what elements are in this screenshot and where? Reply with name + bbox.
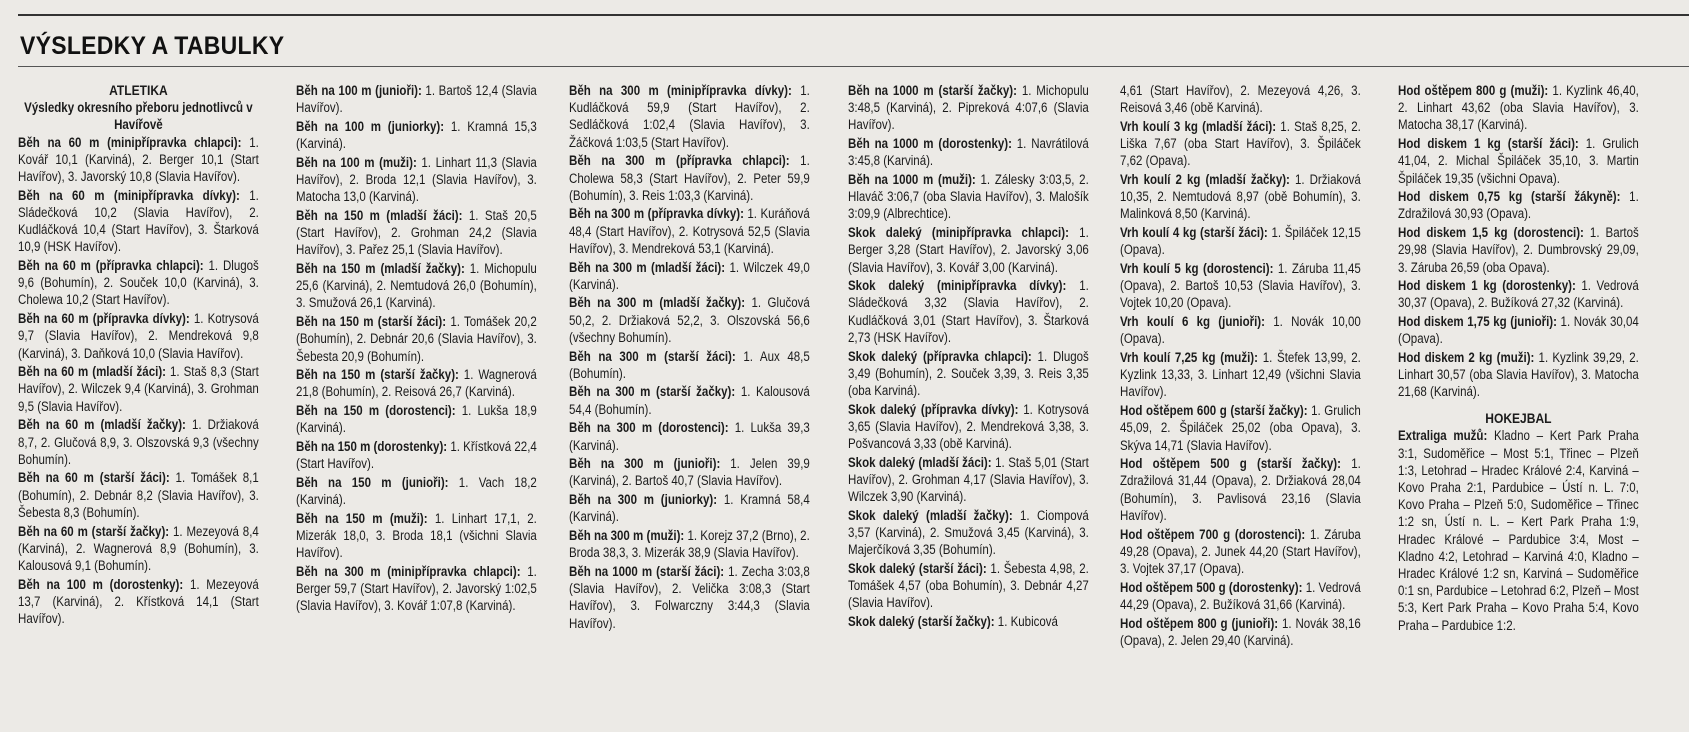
event-results: 1. Křístková 22,4 (Start Havířov).: [296, 439, 537, 472]
event-name: Běh na 300 m (minipřípravka dívky):: [569, 83, 792, 98]
result-entry: [18, 257, 259, 309]
event-results: 1. Vach 18,2 (Karviná).: [296, 474, 537, 508]
event-name: Skok daleký (přípravka dívky):: [848, 401, 1019, 417]
event-results: 1. Staš 20,5 (Start Havířov), 2. Grohman 24,2 (Slavia Havířov), 3. Pařez 25,1 (Slavia Havířov).: [296, 207, 537, 258]
event-results: 1. Jelen 39,9 (Karviná), 2. Bartoš 40,7 (Slavia Havířov).: [569, 456, 810, 489]
event-results: 1. Korejz 37,2 (Brno), 2. Broda 38,3, 3. Mizerák 38,9 (Slavia Havířov).: [569, 528, 810, 561]
event-name: Běh na 100 m (junioři):: [296, 83, 422, 98]
result-entry: [569, 205, 810, 257]
result-entry: [1398, 224, 1639, 276]
event-results: 1. Aux 48,5 (Bohumín).: [569, 348, 810, 381]
event-name: Běh na 300 m (mladší žačky):: [569, 295, 746, 311]
result-entry: [296, 313, 537, 365]
result-entry: [1120, 455, 1361, 524]
result-entry: [569, 152, 810, 204]
column-6: [1398, 82, 1639, 732]
event-name: Běh na 60 m (mladší žačky):: [18, 417, 186, 433]
event-name: Běh na 60 m (minipřípravka chlapci):: [18, 134, 242, 150]
result-entry: [569, 419, 810, 453]
section-title-atletika: ATLETIKA: [109, 82, 168, 98]
event-results: 1. Berger 3,28 (Start Havířov), 2. Javorský 3,06 (Slavia Havířov), 3. Kovář 3,00 (Karviná).: [848, 225, 1089, 275]
top-rule: [18, 14, 1689, 16]
event-results: 1. Štefek 13,99, 2. Kyzlink 13,33, 3. Linhart 12,49 (všichni Slavia Havířov).: [1120, 350, 1361, 400]
event-results: 1. Zálesky 3:03,5, 2. Hlaváč 3:06,7 (oba Slavia Havířov), 3. Malošík 3:09,9 (Albrechtice).: [848, 172, 1089, 222]
result-entry: [18, 134, 259, 186]
entries-list: [569, 82, 810, 632]
event-name: Hod oštěpem 500 g (dorostenky):: [1120, 579, 1303, 595]
event-results: 1. Kotrysová 9,7 (Slavia Havířov), 2. Mendreková 9,8 (Karviná), 3. Daňková 10,0 (Slavia Havířov).: [18, 311, 259, 361]
result-entry: [18, 363, 259, 415]
event-results: 1. Michopulu 3:48,5 (Karviná), 2. Pipreková 4:07,6 (Slavia Havířov).: [848, 83, 1089, 133]
event-results: 1. Michopulu 25,6 (Karviná), 2. Nemtudová 26,0 (Bohumín), 3. Smužová 26,1 (Karviná).: [296, 261, 537, 311]
event-results: 1. Kyzlink 39,29, 2. Linhart 30,57 (oba Slavia Havířov), 3. Matocha 21,68 (Karviná).: [1398, 350, 1639, 400]
event-name: Běh na 60 m (minipřípravka dívky):: [18, 187, 240, 203]
event-results: 1. Kuráňová 48,4 (Start Havířov), 2. Kotrysová 52,5 (Slavia Havířov), 3. Mendreková 53,1 (Karviná).: [569, 206, 810, 256]
event-name: Běh na 100 m (dorostenky):: [18, 576, 184, 592]
result-entry: [18, 187, 259, 256]
event-name: Skok daleký (minipřípravka dívky):: [848, 278, 1067, 294]
result-entry: [1120, 526, 1361, 578]
event-name: Běh na 1000 m (dorostenky):: [848, 136, 1012, 152]
result-entry: [1120, 349, 1361, 401]
result-entry: [1398, 313, 1639, 347]
result-entry: [296, 82, 537, 116]
event-name: Běh na 150 m (muži):: [296, 510, 428, 526]
event-results: 1. Sládečková 3,32 (Slavia Havířov), 2. Kudláčková 3,01 (Start Havířov), 3. Štarková 2,73 (HSK Havířov).: [848, 278, 1089, 345]
event-results: 1. Mezeyová 8,4 (Karviná), 2. Wagnerová 8,9 (Bohumín), 3. Kalousová 9,1 (Bohumín).: [18, 523, 259, 573]
event-name: Hod oštěpem 700 g (dorostenci):: [1120, 526, 1306, 542]
event-name: Hod diskem 0,75 kg (starší žákyně):: [1398, 189, 1621, 205]
entries-list: [1120, 82, 1361, 649]
result-entry: [569, 383, 810, 417]
event-name: Běh na 300 m (starší žačky):: [569, 384, 736, 400]
event-results: 1. Kalousová 54,4 (Bohumín).: [569, 384, 810, 417]
result-entry: [296, 510, 537, 562]
event-name: Běh na 150 m (junioři):: [296, 474, 449, 490]
event-name: Běh na 60 m (přípravka chlapci):: [18, 258, 204, 274]
event-results: 1. Staš 5,01 (Start Havířov), 2. Grohman 4,17 (Slavia Havířov), 3. Wilczek 3,90 (Karviná).: [848, 454, 1089, 505]
result-entry: [848, 401, 1089, 453]
event-results: 1. Grulich 45,09, 2. Špiláček 25,02 (oba Opava), 3. Skýva 14,71 (Slavia Havířov).: [1120, 403, 1361, 453]
event-name: Běh na 300 m (muži):: [569, 528, 685, 544]
event-results: 1. Tomášek 20,2 (Bohumín), 2. Debnár 20,6 (Slavia Havířov), 3. Šebesta 20,9 (Bohumín).: [296, 314, 537, 364]
result-entry: [1398, 349, 1639, 401]
result-entry: [569, 348, 810, 382]
column-3: [569, 82, 810, 732]
result-entry: [1120, 615, 1361, 649]
column-5: [1120, 82, 1361, 732]
event-results: 1. Bartoš 29,98 (Slavia Havířov), 2. Dumbrovský 29,09, 3. Záruba 26,59 (oba Opava).: [1398, 225, 1639, 275]
result-entry: [848, 224, 1089, 276]
event-name: Běh na 60 m (mladší žáci):: [18, 364, 167, 380]
event-name: Skok daleký (starší žačky):: [848, 614, 995, 630]
result-entry: [296, 402, 537, 436]
entries-list: [1398, 82, 1639, 401]
event-name: Hod diskem 1 kg (starší žáci):: [1398, 136, 1579, 152]
event-results: 1. Lukša 18,9 (Karviná).: [296, 403, 537, 436]
result-entry: [1398, 427, 1639, 633]
event-name: Skok daleký (přípravka chlapci):: [848, 348, 1032, 364]
entries-list: [296, 82, 537, 615]
event-name: Běh na 300 m (junioři):: [569, 456, 721, 472]
result-entry: [569, 527, 810, 561]
result-entry: [18, 310, 259, 362]
result-entry: [569, 491, 810, 525]
event-name: Běh na 300 m (dorostenci):: [569, 420, 729, 436]
event-name: Běh na 300 m (minipřípravka chlapci):: [296, 563, 521, 579]
event-name: Hod oštěpem 500 g (starší žačky):: [1120, 456, 1341, 472]
result-entry: [296, 474, 537, 508]
heading-rule: [18, 66, 1689, 67]
results-columns: [18, 82, 1689, 732]
result-entry: [1120, 402, 1361, 454]
event-results: 1. Linhart 17,1, 2. Mizerák 18,0, 3. Broda 18,1 (všichni Slavia Havířov).: [296, 510, 537, 561]
section-subtitle: Výsledky okresního přeboru jednotlivců v Havířově: [24, 100, 253, 133]
event-name: Hod diskem 2 kg (muži):: [1398, 350, 1535, 366]
entries-list: [848, 82, 1089, 630]
event-name: Vrh koulí 7,25 kg (muži):: [1120, 350, 1258, 366]
result-entry: [848, 454, 1089, 506]
column-1: [18, 82, 259, 732]
event-name: Skok daleký (mladší žáci):: [848, 454, 992, 470]
event-name: Běh na 60 m (starší žáci):: [18, 470, 170, 486]
event-name: Hod diskem 1,75 kg (junioři):: [1398, 314, 1557, 330]
result-entry: [569, 455, 810, 489]
event-results: 1. Kubicová: [994, 614, 1058, 630]
result-entry: [18, 469, 259, 521]
result-entry: [569, 259, 810, 293]
event-name: Běh na 150 m (starší žáci):: [296, 314, 447, 330]
event-name: Běh na 150 m (mladší žáci):: [296, 207, 463, 223]
event-results: 1. Staš 8,25, 2. Liška 7,67 (oba Start Havířov), 3. Špiláček 7,62 (Opava).: [1120, 118, 1361, 169]
event-name: Skok daleký (starší žáci):: [848, 560, 987, 576]
event-results: 1. Wagnerová 21,8 (Bohumín), 2. Reisová 26,7 (Karviná).: [296, 367, 537, 400]
event-results: 1. Novák 38,16 (Opava), 2. Jelen 29,40 (Karviná).: [1120, 615, 1361, 648]
hokejbal-entries: [1398, 427, 1639, 633]
event-name: Běh na 100 m (muži):: [296, 154, 417, 170]
event-name: Hod oštěpem 800 g (junioři):: [1120, 615, 1279, 631]
event-results: 1. Špiláček 12,15 (Opava).: [1120, 225, 1361, 258]
event-name: Vrh koulí 6 kg (junioři):: [1120, 314, 1265, 330]
event-results: Kladno – Kert Park Praha 3:1, Sudoměřice – Most 5:1, Třinec – Plzeň 1:3, Letohrad – Hradec Králové 2:4, Karviná – Kovo Praha 2:1, Pardubice – Ústí n. L. 7:0, Kovo Praha – Plzeň 5:0, Sudoměřice – Třinec 1:2 sn, Ústí n. L. – Kert Park Praha 1:9, Hradec Králové – Pardubice 3:4, Most – Kladno 4:2, Letohrad – Karviná 4:0, Kladno – Hradec Králové 1:2 sn, Karviná – Sudoměřice 0:1 sn, Pardubice – Letohrad 6:2, Plzeň – Most 5:3, Kert Park Praha – Kovo Praha 5:4, Kovo Praha – Pardubice 1:2.: [1398, 428, 1639, 633]
event-name: Extraliga mužů:: [1398, 428, 1488, 444]
event-results: 1. Kramná 58,4 (Karviná).: [569, 492, 810, 525]
result-entry: [1398, 135, 1639, 187]
result-entry: [296, 118, 537, 152]
event-results: 1. Zdražilová 30,93 (Opava).: [1398, 189, 1639, 222]
event-name: Hod oštěpem 800 g (muži):: [1398, 83, 1549, 98]
result-entry: [848, 507, 1089, 559]
result-entry: [848, 171, 1089, 223]
event-name: Běh na 1000 m (muži):: [848, 172, 976, 188]
event-name: Běh na 150 m (mladší žačky):: [296, 261, 465, 277]
event-name: Běh na 60 m (přípravka dívky):: [18, 311, 190, 327]
result-entry: [848, 613, 1089, 630]
event-name: Skok daleký (mladší žačky):: [848, 507, 1013, 523]
event-name: Běh na 300 m (mladší žáci):: [569, 259, 726, 275]
event-results: 1. Tomášek 8,1 (Bohumín), 2. Debnár 8,2 (Slavia Havířov), 3. Šebesta 8,3 (Bohumín).: [18, 470, 259, 520]
event-results: 1. Cholewa 58,3 (Start Havířov), 2. Peter 59,9 (Bohumín), 3. Reis 1:03,3 (Karviná).: [569, 153, 810, 203]
event-name: Běh na 300 m (starší žáci):: [569, 348, 736, 364]
event-results: 1. Kotrysová 3,65 (Slavia Havířov), 2. Mendreková 3,38, 3. Pošvancová 3,33 (obě Karviná).: [848, 401, 1089, 452]
result-entry: [296, 260, 537, 312]
event-results: 1. Grulich 41,04, 2. Michal Špiláček 35,10, 3. Martin Špiláček 19,35 (všichni Opava).: [1398, 136, 1639, 186]
entries-list: [18, 134, 259, 628]
event-results: 1. Lukša 39,3 (Karviná).: [569, 420, 810, 453]
result-entry: [18, 523, 259, 575]
event-results: 1. Držiaková 10,35, 2. Nemtudová 8,97 (obě Bohumín), 3. Malinková 8,50 (Karviná).: [1120, 172, 1361, 222]
event-name: Běh na 300 m (přípravka dívky):: [569, 206, 744, 222]
event-name: Běh na 300 m (juniorky):: [569, 492, 718, 508]
result-entry: [848, 277, 1089, 346]
result-entry: [1120, 260, 1361, 312]
event-results: 1. Vedrová 44,29 (Opava), 2. Bužíková 31,66 (Karviná).: [1120, 579, 1361, 612]
event-results: 1. Záruba 49,28 (Opava), 2. Junek 44,20 (Start Havířov), 3. Vojtek 37,17 (Opava).: [1120, 526, 1361, 576]
event-name: Hod diskem 1 kg (dorostenky):: [1398, 278, 1576, 294]
result-entry: [569, 294, 810, 346]
event-results: 1. Staš 8,3 (Start Havířov), 2. Wilczek 9,4 (Karviná), 3. Grohman 9,5 (Slavia Havířov).: [18, 364, 259, 414]
event-name: Vrh koulí 3 kg (mladší žáci):: [1120, 118, 1277, 134]
event-name: Běh na 60 m (starší žačky):: [18, 523, 170, 539]
event-name: Skok daleký (minipřípravka chlapci):: [848, 225, 1069, 241]
event-results: 4,61 (Start Havířov), 2. Mezeyová 4,26, 3. Reisová 3,46 (obě Karviná).: [1120, 83, 1361, 116]
event-name: Hod diskem 1,5 kg (dorostenci):: [1398, 225, 1584, 241]
result-entry: [569, 82, 810, 151]
event-results: 1. Glučová 50,2, 2. Držiaková 52,2, 3. Olszovská 56,6 (všechny Bohumín).: [569, 295, 810, 345]
column-4: [848, 82, 1089, 732]
result-entry: [18, 576, 259, 628]
event-results: 1. Novák 30,04 (Opava).: [1398, 314, 1639, 347]
event-name: Běh na 1000 m (starší žáci):: [569, 563, 725, 579]
event-results: 1. Kudláčková 59,9 (Start Havířov), 2. Sedláčková 1:02,4 (Slavia Havířov), 3. Žáčková 1:03,5 (Start Havířov).: [569, 83, 810, 150]
result-entry: [1398, 188, 1639, 222]
event-results: 1. Mezeyová 13,7 (Karviná), 2. Křístková 14,1 (Start Havířov).: [18, 576, 259, 627]
event-name: Vrh koulí 5 kg (dorostenci):: [1120, 261, 1274, 277]
result-entry: [296, 207, 537, 259]
result-entry: [296, 438, 537, 472]
result-entry: [296, 154, 537, 206]
event-results: 1. Linhart 11,3 (Slavia Havířov), 2. Broda 12,1 (Slavia Havířov), 3. Matocha 13,0 (Karviná).: [296, 154, 537, 205]
result-entry: [1120, 579, 1361, 613]
event-results: 1. Dlugoš 3,49 (Bohumín), 2. Souček 3,39, 3. Reis 3,35 (oba Karviná).: [848, 348, 1089, 398]
event-results: 1. Berger 59,7 (Start Havířov), 2. Javorský 1:02,5 (Slavia Havířov), 3. Kovář 1:07,8 (Karviná).: [296, 563, 537, 614]
event-name: Běh na 300 m (přípravka chlapci):: [569, 153, 790, 169]
event-name: Běh na 150 m (starší žačky):: [296, 367, 459, 383]
result-entry: [1120, 171, 1361, 223]
event-name: Běh na 150 m (dorostenky):: [296, 439, 448, 455]
event-name: Hod oštěpem 600 g (starší žačky):: [1120, 403, 1308, 419]
section-title-hokejbal: HOKEJBAL: [1485, 410, 1552, 427]
event-results: 1. Sládečková 10,2 (Slavia Havířov), 2. Kudláčková 10,4 (Start Havířov), 3. Štarková 10,9 (HSK Havířov).: [18, 187, 259, 255]
event-results: 1. Wilczek 49,0 (Karviná).: [569, 259, 810, 292]
section-gap: [1398, 402, 1639, 410]
result-entry: [1120, 82, 1361, 116]
event-name: Běh na 150 m (dorostenci):: [296, 403, 456, 419]
result-entry: [296, 563, 537, 615]
event-results: 1. Zecha 3:03,8 (Slavia Havířov), 2. Velička 3:08,3 (Start Havířov), 3. Folwarczny 3:44,3 (Slavia Havířov).: [569, 563, 810, 631]
column-2: [296, 82, 537, 732]
event-results: 1. Dlugoš 9,6 (Bohumín), 2. Souček 10,0 (Karviná), 3. Cholewa 10,2 (Start Havířov).: [18, 258, 259, 308]
event-results: 1. Navrátilová 3:45,8 (Karviná).: [848, 136, 1089, 169]
result-entry: [1120, 224, 1361, 258]
result-entry: [18, 416, 259, 468]
event-results: 1. Vedrová 30,37 (Opava), 2. Bužíková 27,32 (Karviná).: [1398, 278, 1639, 311]
event-name: Vrh koulí 4 kg (starší žáci):: [1120, 225, 1268, 241]
event-results: 1. Novák 10,00 (Opava).: [1120, 314, 1361, 347]
event-results: 1. Bartoš 12,4 (Slavia Havířov).: [296, 83, 537, 116]
event-results: 1. Kyzlink 46,40, 2. Linhart 43,62 (oba Slavia Havířov), 3. Matocha 38,17 (Karviná).: [1398, 83, 1639, 133]
result-entry: [1398, 277, 1639, 311]
result-entry: [296, 366, 537, 400]
result-entry: [1120, 118, 1361, 170]
page-title: VÝSLEDKY A TABULKY: [20, 32, 285, 60]
result-entry: [848, 135, 1089, 169]
event-name: Vrh koulí 2 kg (mladší žačky):: [1120, 172, 1290, 188]
result-entry: [569, 563, 810, 632]
result-entry: [1120, 313, 1361, 347]
result-entry: [848, 82, 1089, 134]
event-results: 1. Zdražilová 31,44 (Opava), 2. Držiaková 28,04 (Bohumín), 3. Pavlisová 23,16 (Slavia Havířov).: [1120, 456, 1361, 523]
event-results: 1. Záruba 11,45 (Opava), 2. Bartoš 10,53 (Slavia Havířov), 3. Vojtek 10,20 (Opava).: [1120, 261, 1361, 311]
event-name: Běh na 100 m (juniorky):: [296, 118, 445, 134]
result-entry: [848, 560, 1089, 612]
event-results: 1. Šebesta 4,98, 2. Tomášek 4,57 (oba Bohumín), 3. Debnár 4,27 (Slavia Havířov).: [848, 560, 1089, 611]
event-results: 1. Kramná 15,3 (Karviná).: [296, 118, 537, 152]
event-results: 1. Držiaková 8,7, 2. Glučová 8,9, 3. Olszovská 9,3 (všechny Bohumín).: [18, 417, 259, 467]
result-entry: [848, 348, 1089, 400]
event-results: 1. Kovář 10,1 (Karviná), 2. Berger 10,1 (Start Havířov), 3. Javorský 10,8 (Slavia Havířov).: [18, 134, 259, 185]
result-entry: [1398, 82, 1639, 134]
event-name: Běh na 1000 m (starší žačky):: [848, 83, 1017, 98]
event-results: 1. Ciompová 3,57 (Karviná), 2. Smužová 3,45 (Karviná), 3. Majerčíková 3,35 (Bohumín).: [848, 507, 1089, 558]
